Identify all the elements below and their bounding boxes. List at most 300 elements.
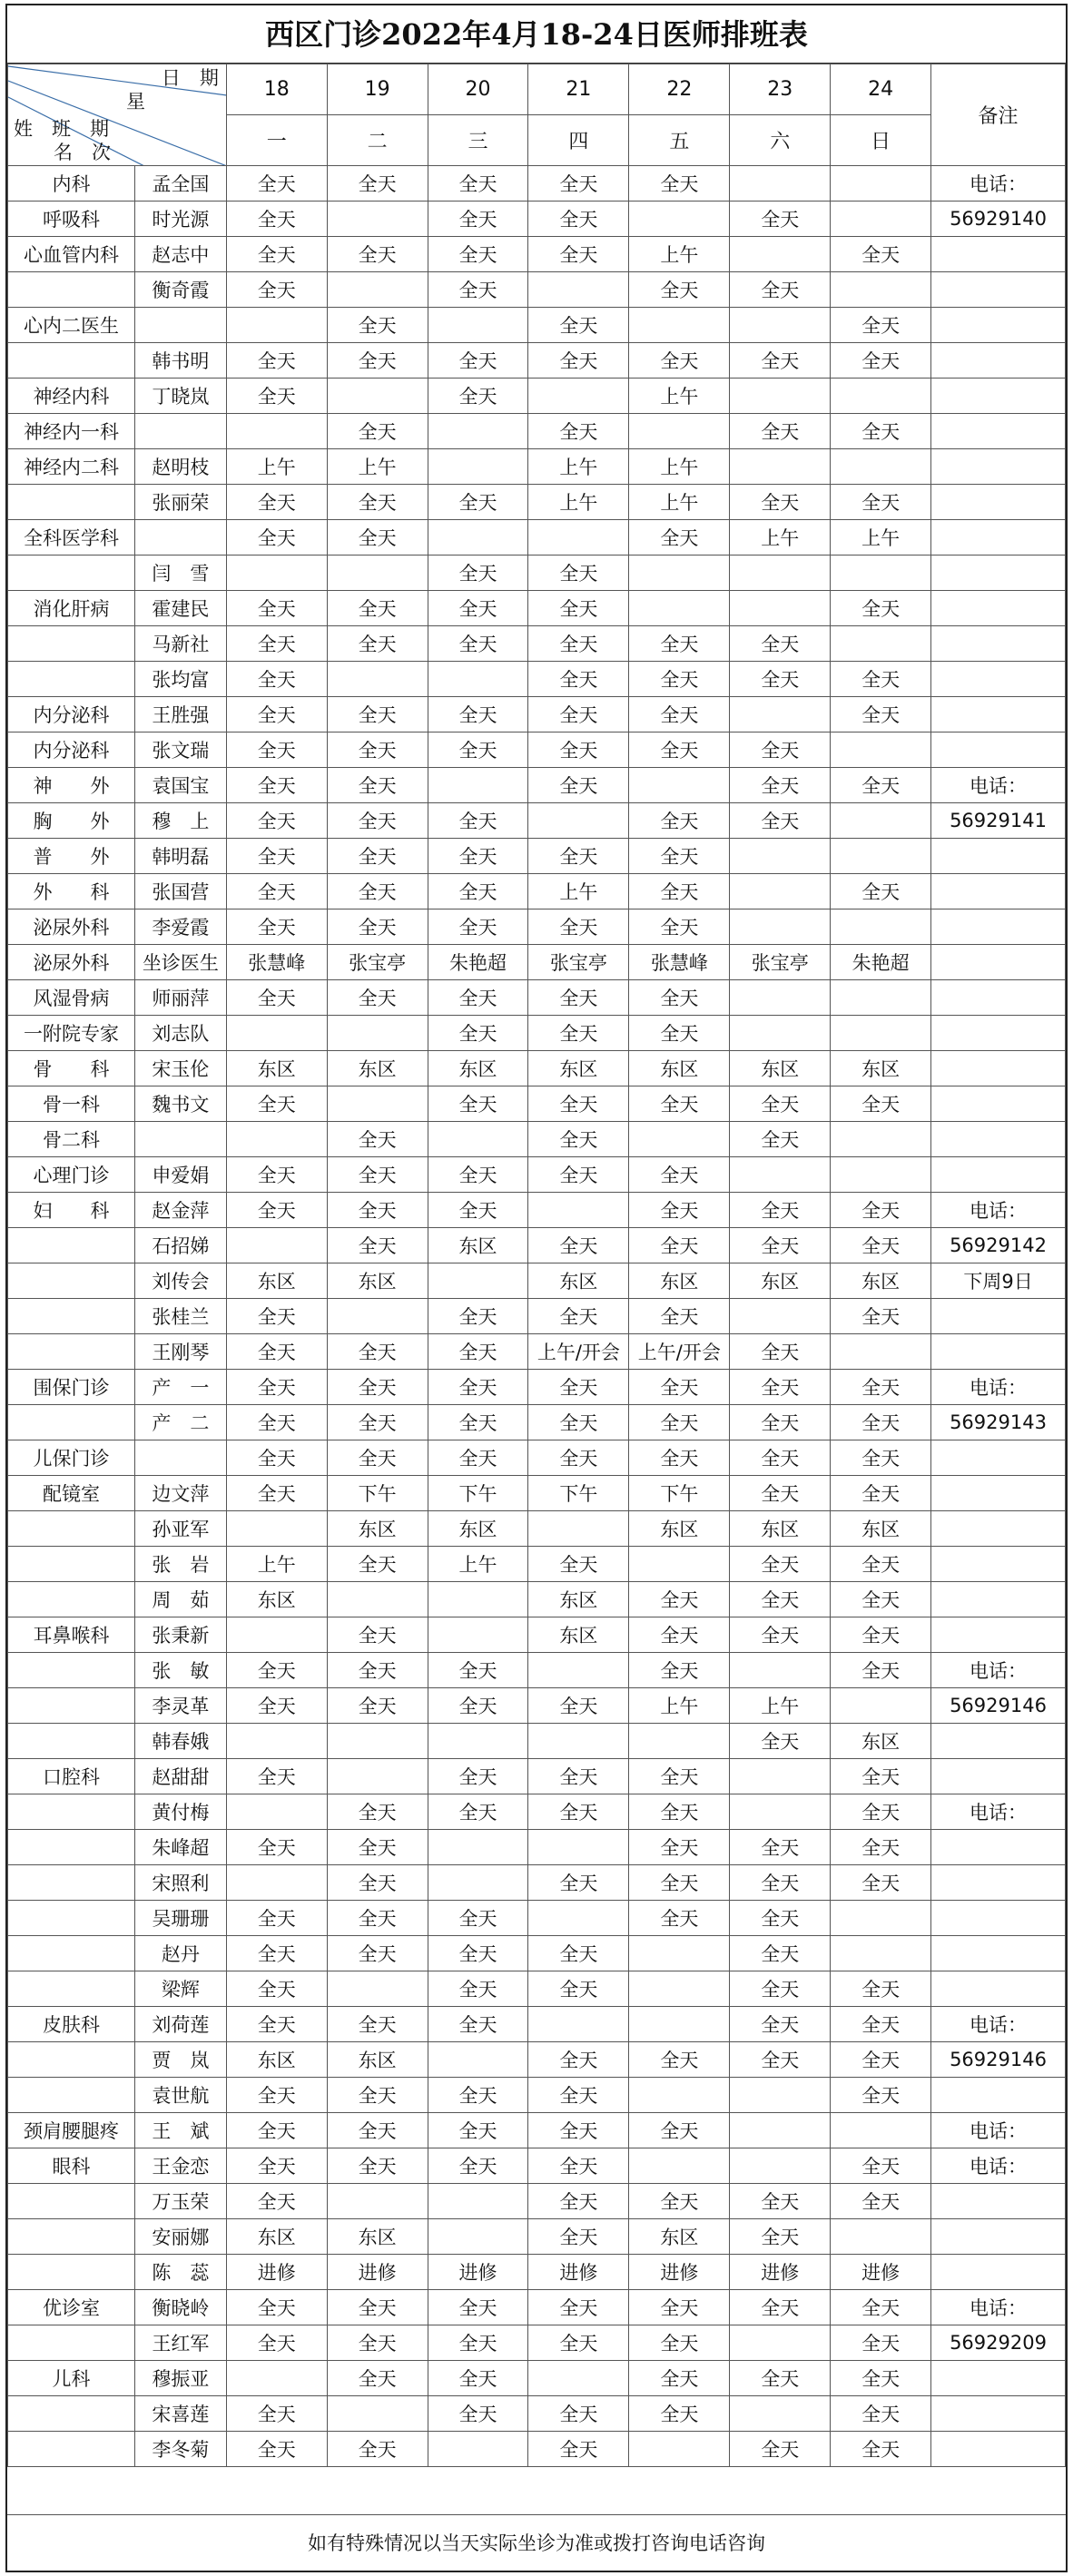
remark-cell	[931, 1334, 1066, 1370]
shift-cell	[730, 2113, 831, 2148]
doctor-cell: 安丽娜	[134, 2219, 226, 2255]
shift-cell: 全天	[327, 1830, 428, 1865]
shift-cell: 全天	[730, 1228, 831, 1263]
shift-cell: 全天	[528, 556, 629, 591]
shift-cell: 全天	[327, 485, 428, 520]
remark-cell: 下周9日	[931, 1263, 1066, 1299]
department-cell: 内分泌科	[8, 697, 135, 732]
doctor-cell: 张均富	[134, 662, 226, 697]
shift-cell: 全天	[831, 1370, 931, 1405]
shift-cell: 上午	[629, 1688, 730, 1724]
department-cell: 耳鼻喉科	[8, 1617, 135, 1653]
shift-cell	[629, 2148, 730, 2184]
shift-cell: 全天	[226, 1830, 327, 1865]
shift-cell	[831, 626, 931, 662]
department-cell	[8, 1547, 135, 1582]
shift-cell: 全天	[428, 1936, 528, 1971]
shift-cell: 全天	[528, 2432, 629, 2467]
shift-cell: 全天	[428, 1370, 528, 1405]
shift-cell: 全天	[428, 1688, 528, 1724]
shift-cell: 全天	[226, 1334, 327, 1370]
shift-cell: 全天	[528, 591, 629, 626]
shift-cell	[730, 166, 831, 202]
table-row	[8, 1511, 1066, 1547]
department-cell	[8, 1830, 135, 1865]
shift-cell: 全天	[528, 2148, 629, 2184]
department-cell: 神经内二科	[8, 449, 135, 485]
shift-cell	[730, 379, 831, 414]
table-row	[8, 874, 1066, 909]
shift-cell: 东区	[528, 1617, 629, 1653]
remark-cell	[931, 2184, 1066, 2219]
shift-cell: 全天	[629, 697, 730, 732]
shift-cell: 全天	[327, 1653, 428, 1688]
date-cell: 24	[831, 64, 931, 115]
table-row	[8, 2396, 1066, 2432]
shift-cell	[831, 556, 931, 591]
shift-cell: 全天	[428, 237, 528, 272]
department-cell: 口腔科	[8, 1759, 135, 1794]
shift-cell	[327, 1724, 428, 1759]
doctor-cell: 刘志队	[134, 1016, 226, 1051]
table-row	[8, 1794, 1066, 1830]
department-cell: 优诊室	[8, 2290, 135, 2325]
shift-cell: 全天	[428, 2078, 528, 2113]
shift-cell: 全天	[730, 1370, 831, 1405]
shift-cell: 全天	[629, 662, 730, 697]
shift-cell: 全天	[528, 909, 629, 945]
shift-cell: 全天	[327, 1370, 428, 1405]
shift-cell: 全天	[428, 1405, 528, 1440]
shift-cell: 全天	[528, 662, 629, 697]
remark-cell	[931, 1830, 1066, 1865]
shift-cell: 全天	[629, 1617, 730, 1653]
shift-cell: 全天	[730, 2432, 831, 2467]
doctor-cell: 师丽萍	[134, 980, 226, 1016]
shift-cell: 东区	[428, 1511, 528, 1547]
shift-cell: 东区	[831, 1263, 931, 1299]
department-cell	[8, 1582, 135, 1617]
shift-cell: 全天	[730, 1724, 831, 1759]
shift-cell	[831, 1157, 931, 1193]
shift-cell: 全天	[730, 1122, 831, 1157]
shift-cell	[730, 556, 831, 591]
shift-cell: 全天	[730, 2184, 831, 2219]
shift-cell: 全天	[629, 626, 730, 662]
shift-cell: 东区	[831, 1051, 931, 1086]
shift-cell	[831, 839, 931, 874]
shift-cell	[730, 697, 831, 732]
shift-cell: 全天	[831, 237, 931, 272]
date-cell: 20	[428, 64, 528, 115]
shift-cell: 全天	[327, 1936, 428, 1971]
shift-cell: 全天	[831, 2148, 931, 2184]
shift-cell: 全天	[629, 1370, 730, 1405]
shift-cell	[327, 272, 428, 308]
shift-cell	[730, 1759, 831, 1794]
shift-cell	[528, 379, 629, 414]
shift-cell	[428, 308, 528, 343]
shift-cell	[226, 308, 327, 343]
remark-cell	[931, 626, 1066, 662]
date-cell: 23	[730, 64, 831, 115]
shift-cell	[730, 2396, 831, 2432]
shift-cell: 东区	[428, 1051, 528, 1086]
remark-cell: 56929146	[931, 2042, 1066, 2078]
department-cell: 胸 外	[8, 803, 135, 839]
shift-cell: 全天	[428, 626, 528, 662]
shift-cell: 上午	[327, 449, 428, 485]
doctor-cell: 王胜强	[134, 697, 226, 732]
shift-cell: 全天	[226, 2325, 327, 2361]
doctor-cell	[134, 414, 226, 449]
table-row	[8, 1299, 1066, 1334]
table-row	[8, 1830, 1066, 1865]
remark-cell	[931, 1901, 1066, 1936]
shift-cell: 全天	[226, 2396, 327, 2432]
shift-cell: 全天	[730, 662, 831, 697]
shift-cell: 全天	[226, 1157, 327, 1193]
shift-cell	[428, 662, 528, 697]
shift-cell: 全天	[327, 1547, 428, 1582]
doctor-cell: 黄付梅	[134, 1794, 226, 1830]
shift-cell: 东区	[730, 1511, 831, 1547]
shift-cell: 全天	[730, 1582, 831, 1617]
department-cell: 神经内科	[8, 379, 135, 414]
shift-cell: 全天	[327, 2432, 428, 2467]
shift-cell: 进修	[327, 2255, 428, 2290]
shift-cell: 全天	[831, 591, 931, 626]
remark-cell	[931, 1971, 1066, 2007]
shift-cell: 东区	[831, 1724, 931, 1759]
table-row	[8, 2325, 1066, 2361]
shift-cell	[831, 272, 931, 308]
doctor-cell: 赵丹	[134, 1936, 226, 1971]
shift-cell: 全天	[528, 2396, 629, 2432]
shift-cell: 全天	[528, 2219, 629, 2255]
shift-cell: 东区	[327, 2042, 428, 2078]
shift-cell	[226, 1794, 327, 1830]
department-cell: 风湿骨病	[8, 980, 135, 1016]
date-cell: 21	[528, 64, 629, 115]
remark-cell: 电话：	[931, 166, 1066, 202]
doctor-cell: 周 茹	[134, 1582, 226, 1617]
shift-cell: 全天	[831, 2290, 931, 2325]
shift-cell	[327, 2396, 428, 2432]
shift-cell	[327, 1582, 428, 1617]
shift-cell	[730, 1794, 831, 1830]
shift-cell: 东区	[226, 1051, 327, 1086]
shift-cell: 全天	[528, 2290, 629, 2325]
table-row	[8, 1901, 1066, 1936]
shift-cell: 全天	[730, 414, 831, 449]
shift-cell: 全天	[327, 1122, 428, 1157]
shift-cell: 张慧峰	[226, 945, 327, 980]
shift-cell: 全天	[428, 2148, 528, 2184]
shift-cell: 东区	[327, 1511, 428, 1547]
remark-cell	[931, 414, 1066, 449]
remark-cell	[931, 1582, 1066, 1617]
shift-cell: 全天	[528, 626, 629, 662]
shift-cell: 全天	[226, 980, 327, 1016]
table-row	[8, 1617, 1066, 1653]
shift-cell: 东区	[629, 2219, 730, 2255]
remark-cell	[931, 237, 1066, 272]
shift-cell: 全天	[327, 768, 428, 803]
shift-cell: 全天	[629, 2396, 730, 2432]
shift-cell	[528, 272, 629, 308]
shift-cell: 全天	[629, 1299, 730, 1334]
shift-cell: 全天	[629, 343, 730, 379]
doctor-cell: 闫 雪	[134, 556, 226, 591]
shift-cell: 全天	[528, 697, 629, 732]
table-row	[8, 449, 1066, 485]
shift-cell: 全天	[327, 343, 428, 379]
department-cell: 普 外	[8, 839, 135, 874]
remark-cell	[931, 556, 1066, 591]
shift-cell: 全天	[226, 732, 327, 768]
department-cell: 泌尿外科	[8, 909, 135, 945]
table-row	[8, 1653, 1066, 1688]
shift-cell	[629, 2432, 730, 2467]
shift-cell: 全天	[226, 2290, 327, 2325]
shift-cell: 全天	[831, 1440, 931, 1476]
shift-cell: 上午/开会	[528, 1334, 629, 1370]
shift-cell: 全天	[428, 2290, 528, 2325]
shift-cell: 全天	[528, 980, 629, 1016]
shift-cell	[327, 379, 428, 414]
doctor-cell: 马新社	[134, 626, 226, 662]
shift-cell	[831, 803, 931, 839]
shift-cell: 全天	[428, 874, 528, 909]
remark-cell	[931, 1617, 1066, 1653]
shift-cell	[428, 1865, 528, 1901]
shift-cell: 全天	[327, 980, 428, 1016]
shift-cell: 全天	[629, 2042, 730, 2078]
remark-cell: 电话：	[931, 2007, 1066, 2042]
remark-cell	[931, 909, 1066, 945]
shift-cell	[629, 202, 730, 237]
table-row	[8, 1193, 1066, 1228]
doctor-cell: 韩春娥	[134, 1724, 226, 1759]
doctor-cell	[134, 1122, 226, 1157]
shift-cell: 全天	[428, 980, 528, 1016]
department-cell	[8, 1865, 135, 1901]
doctor-cell: 韩明磊	[134, 839, 226, 874]
shift-cell	[226, 1617, 327, 1653]
shift-cell: 全天	[629, 1193, 730, 1228]
shift-cell: 下午	[528, 1476, 629, 1511]
shift-cell	[730, 2078, 831, 2113]
table-row	[8, 414, 1066, 449]
shift-cell: 全天	[327, 520, 428, 556]
doctor-cell: 李灵革	[134, 1688, 226, 1724]
shift-cell: 全天	[428, 1971, 528, 2007]
shift-cell: 全天	[428, 1193, 528, 1228]
remark-cell	[931, 2361, 1066, 2396]
shift-cell	[629, 1122, 730, 1157]
department-cell: 围保门诊	[8, 1370, 135, 1405]
doctor-cell: 张 岩	[134, 1547, 226, 1582]
table-row	[8, 202, 1066, 237]
shift-cell: 上午/开会	[629, 1334, 730, 1370]
shift-cell: 全天	[428, 556, 528, 591]
remark-cell	[931, 1476, 1066, 1511]
doctor-cell: 梁辉	[134, 1971, 226, 2007]
shift-cell: 全天	[629, 520, 730, 556]
doctor-cell: 边文萍	[134, 1476, 226, 1511]
remark-cell: 电话：	[931, 1370, 1066, 1405]
table-row	[8, 343, 1066, 379]
remark-cell	[931, 379, 1066, 414]
shift-cell: 全天	[831, 308, 931, 343]
shift-cell: 全天	[629, 2113, 730, 2148]
department-cell: 心血管内科	[8, 237, 135, 272]
remark-cell	[931, 1299, 1066, 1334]
shift-cell: 全天	[629, 1440, 730, 1476]
doctor-cell: 张国营	[134, 874, 226, 909]
shift-cell: 全天	[629, 1157, 730, 1193]
shift-cell: 全天	[528, 1086, 629, 1122]
shift-cell	[730, 1299, 831, 1334]
shift-cell: 进修	[629, 2255, 730, 2290]
shift-cell: 全天	[730, 202, 831, 237]
shift-cell: 全天	[226, 1405, 327, 1440]
shift-cell: 全天	[831, 1476, 931, 1511]
table-row	[8, 1582, 1066, 1617]
shift-cell: 全天	[226, 662, 327, 697]
table-row	[8, 485, 1066, 520]
shift-cell: 全天	[428, 166, 528, 202]
shift-cell: 上午	[730, 520, 831, 556]
doctor-cell: 赵志中	[134, 237, 226, 272]
shift-cell: 全天	[327, 732, 428, 768]
shift-cell: 全天	[730, 626, 831, 662]
shift-cell: 全天	[327, 2361, 428, 2396]
shift-cell	[629, 1971, 730, 2007]
doctor-cell: 刘传会	[134, 1263, 226, 1299]
shift-cell	[730, 2148, 831, 2184]
department-cell: 内科	[8, 166, 135, 202]
remark-cell	[931, 2078, 1066, 2113]
shift-cell: 全天	[730, 1971, 831, 2007]
department-cell: 泌尿外科	[8, 945, 135, 980]
shift-cell: 全天	[428, 1653, 528, 1688]
corner-date-label: 日 期	[161, 67, 219, 89]
shift-cell: 全天	[428, 1440, 528, 1476]
remark-cell	[931, 2219, 1066, 2255]
shift-cell: 全天	[629, 1759, 730, 1794]
shift-cell: 全天	[327, 591, 428, 626]
doctor-cell: 朱峰超	[134, 1830, 226, 1865]
shift-cell: 东区	[528, 1051, 629, 1086]
shift-cell: 进修	[831, 2255, 931, 2290]
shift-cell: 全天	[226, 591, 327, 626]
shift-cell	[226, 1724, 327, 1759]
remark-header: 备注	[931, 64, 1066, 166]
table-row	[8, 2007, 1066, 2042]
shift-cell	[528, 2361, 629, 2396]
shift-cell: 全天	[730, 2290, 831, 2325]
table-row	[8, 2219, 1066, 2255]
remark-cell	[931, 697, 1066, 732]
shift-cell: 东区	[327, 2219, 428, 2255]
table-row	[8, 1724, 1066, 1759]
shift-cell	[428, 1582, 528, 1617]
header-corner	[8, 64, 227, 166]
shift-cell: 全天	[831, 1653, 931, 1688]
shift-cell	[226, 1016, 327, 1051]
department-cell	[8, 1511, 135, 1547]
shift-cell: 东区	[730, 1263, 831, 1299]
shift-cell: 张宝亭	[327, 945, 428, 980]
remark-cell	[931, 485, 1066, 520]
department-cell	[8, 1299, 135, 1334]
doctor-cell: 袁国宝	[134, 768, 226, 803]
remark-cell: 56929146	[931, 1688, 1066, 1724]
department-cell	[8, 626, 135, 662]
table-row	[8, 732, 1066, 768]
doctor-cell: 王 斌	[134, 2113, 226, 2148]
remark-cell	[931, 1511, 1066, 1547]
doctor-cell: 孙亚军	[134, 1511, 226, 1547]
department-cell	[8, 2078, 135, 2113]
shift-cell: 全天	[327, 308, 428, 343]
shift-cell: 全天	[629, 980, 730, 1016]
shift-cell: 张宝亭	[730, 945, 831, 980]
department-cell: 骨一科	[8, 1086, 135, 1122]
shift-cell: 东区	[730, 1051, 831, 1086]
shift-cell: 全天	[831, 768, 931, 803]
department-cell: 皮肤科	[8, 2007, 135, 2042]
shift-cell: 全天	[629, 1653, 730, 1688]
shift-cell: 全天	[428, 2361, 528, 2396]
shift-cell: 全天	[730, 1936, 831, 1971]
shift-cell: 全天	[327, 1334, 428, 1370]
shift-cell: 全天	[428, 732, 528, 768]
shift-cell: 全天	[831, 2432, 931, 2467]
doctor-cell: 王金恋	[134, 2148, 226, 2184]
shift-cell: 进修	[226, 2255, 327, 2290]
department-cell: 儿科	[8, 2361, 135, 2396]
shift-cell: 东区	[226, 2219, 327, 2255]
department-cell	[8, 2042, 135, 2078]
shift-cell: 全天	[327, 1440, 428, 1476]
shift-cell: 上午	[226, 1547, 327, 1582]
table-row	[8, 2113, 1066, 2148]
shift-cell: 全天	[327, 874, 428, 909]
shift-cell: 全天	[831, 1582, 931, 1617]
shift-cell: 全天	[226, 803, 327, 839]
remark-cell	[931, 1936, 1066, 1971]
shift-cell: 全天	[730, 768, 831, 803]
remark-cell	[931, 2255, 1066, 2290]
shift-cell	[428, 2042, 528, 2078]
shift-cell: 全天	[226, 2148, 327, 2184]
shift-cell: 全天	[831, 1971, 931, 2007]
shift-cell: 全天	[226, 839, 327, 874]
shift-cell: 全天	[831, 1086, 931, 1122]
department-cell	[8, 2219, 135, 2255]
doctor-cell: 张丽荣	[134, 485, 226, 520]
remark-cell	[931, 662, 1066, 697]
department-cell	[8, 1794, 135, 1830]
shift-cell: 全天	[327, 166, 428, 202]
shift-cell: 全天	[327, 1794, 428, 1830]
table-row	[8, 2255, 1066, 2290]
shift-cell: 全天	[428, 909, 528, 945]
shift-cell: 东区	[327, 1051, 428, 1086]
